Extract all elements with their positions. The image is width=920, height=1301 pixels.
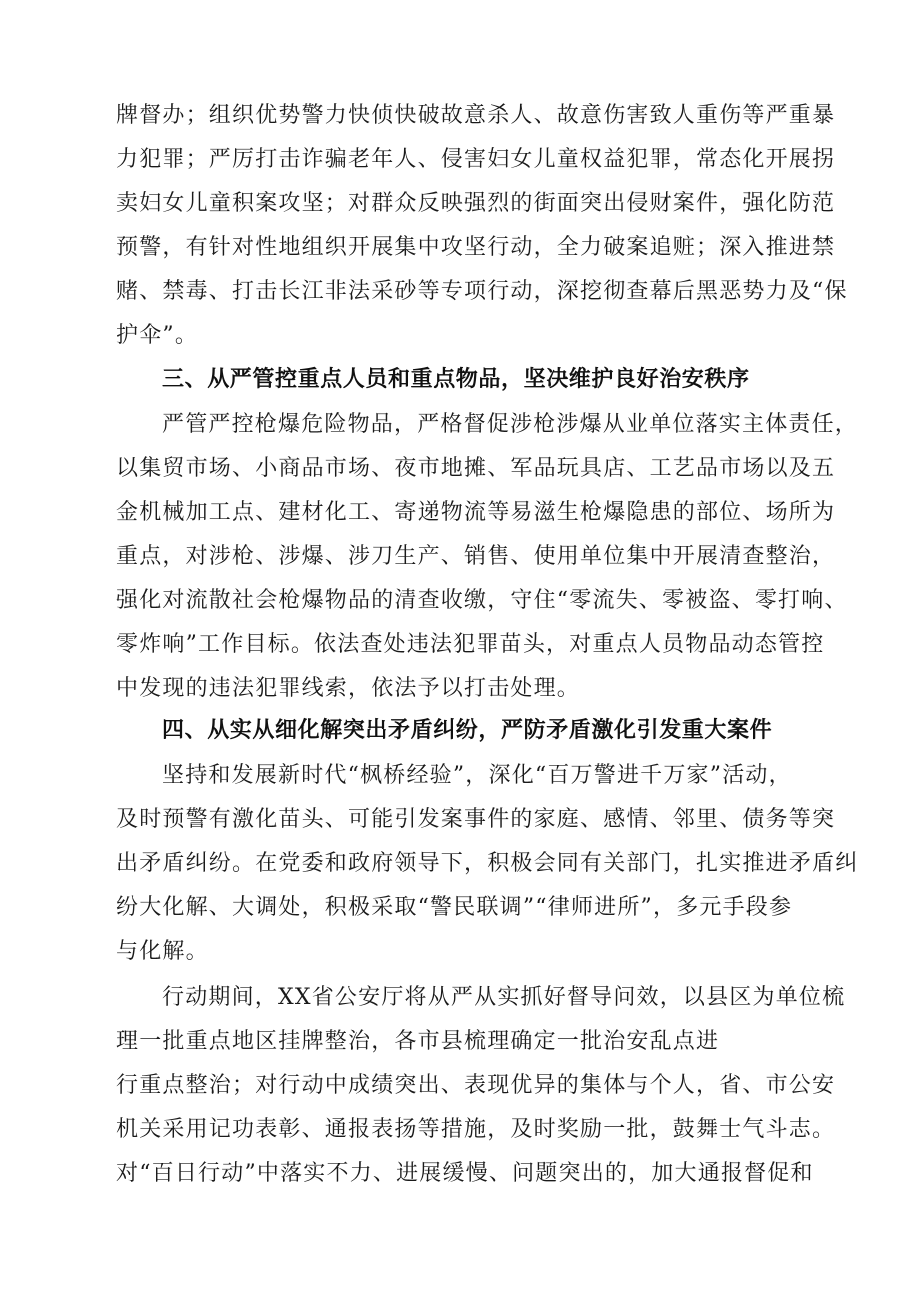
text-line: 对“百日行动”中落实不力、进展缓慢、问题突出的，加大通报督促和 xyxy=(116,1161,814,1186)
text-line: 严管严控枪爆危险物品，严格督促涉枪涉爆从业单位落实主体责任， xyxy=(162,412,859,437)
text-line: 行动期间，XX省公安厅将从严从实抓好督导问效，以县区为单位梳 xyxy=(162,985,846,1010)
section-heading-4: 四、从实从细化解突出矛盾纠纷，严防矛盾激化引发重大案件 xyxy=(162,718,773,743)
section-heading-3: 三、从严管控重点人员和重点物品，坚决维护良好治安秩序 xyxy=(162,367,750,392)
text-line: 卖妇女儿童积案攻坚；对群众反映强烈的街面突出侵财案件，强化防范 xyxy=(116,191,836,216)
text-line: 赌、禁毒、打击长江非法采砂等专项行动，深挖彻查幕后黑恶势力及“保 xyxy=(116,279,848,304)
text-line: 零炸响”工作目标。依法查处违法犯罪苗头，对重点人员物品动态管控 xyxy=(116,632,825,657)
text-line: 力犯罪；严厉打击诈骗老年人、侵害妇女儿童权益犯罪，常态化开展拐 xyxy=(116,147,836,172)
text-line: 机关采用记功表彰、通报表扬等措施，及时奖励一批，鼓舞士气斗志。 xyxy=(116,1117,836,1142)
text-line: 牌督办；组织优势警力快侦快破故意杀人、故意伤害致人重伤等严重暴 xyxy=(116,103,836,128)
text-line: 行重点整治；对行动中成绩突出、表现优异的集体与个人，省、市公安 xyxy=(116,1073,836,1098)
text-line: 中发现的违法犯罪线索，依法予以打击处理。 xyxy=(116,676,581,701)
text-line: 金机械加工点、建材化工、寄递物流等易滋生枪爆隐患的部位、场所为 xyxy=(116,500,836,525)
text-line: 理一批重点地区挂牌整治，各市县梳理确定一批治安乱点进 xyxy=(116,1029,720,1054)
text-line: 预警，有针对性地组织开展集中攻坚行动，全力破案追赃；深入推进禁 xyxy=(116,235,836,260)
text-line: 坚持和发展新时代“枫桥经验”，深化“百万警进千万家”活动， xyxy=(162,763,792,788)
text-line: 强化对流散社会枪爆物品的清查收缴，守住“零流失、零被盗、零打响、 xyxy=(116,588,848,613)
text-line: 以集贸市场、小商品市场、夜市地摊、军品玩具店、工艺品市场以及五 xyxy=(116,456,836,481)
text-line: 纷大化解、大调处，积极采取“警民联调”“律师进所”，多元手段参 xyxy=(116,895,793,920)
text-line: 出矛盾纠纷。在党委和政府领导下，积极会同有关部门，扎实推进矛盾纠 xyxy=(116,851,859,876)
text-line: 护伞”。 xyxy=(116,323,199,348)
text-line: 与化解。 xyxy=(116,939,209,964)
text-line: 重点，对涉枪、涉爆、涉刀生产、销售、使用单位集中开展清查整治， xyxy=(116,544,836,569)
text-line: 及时预警有激化苗头、可能引发案事件的家庭、感情、邻里、债务等突 xyxy=(116,807,836,832)
